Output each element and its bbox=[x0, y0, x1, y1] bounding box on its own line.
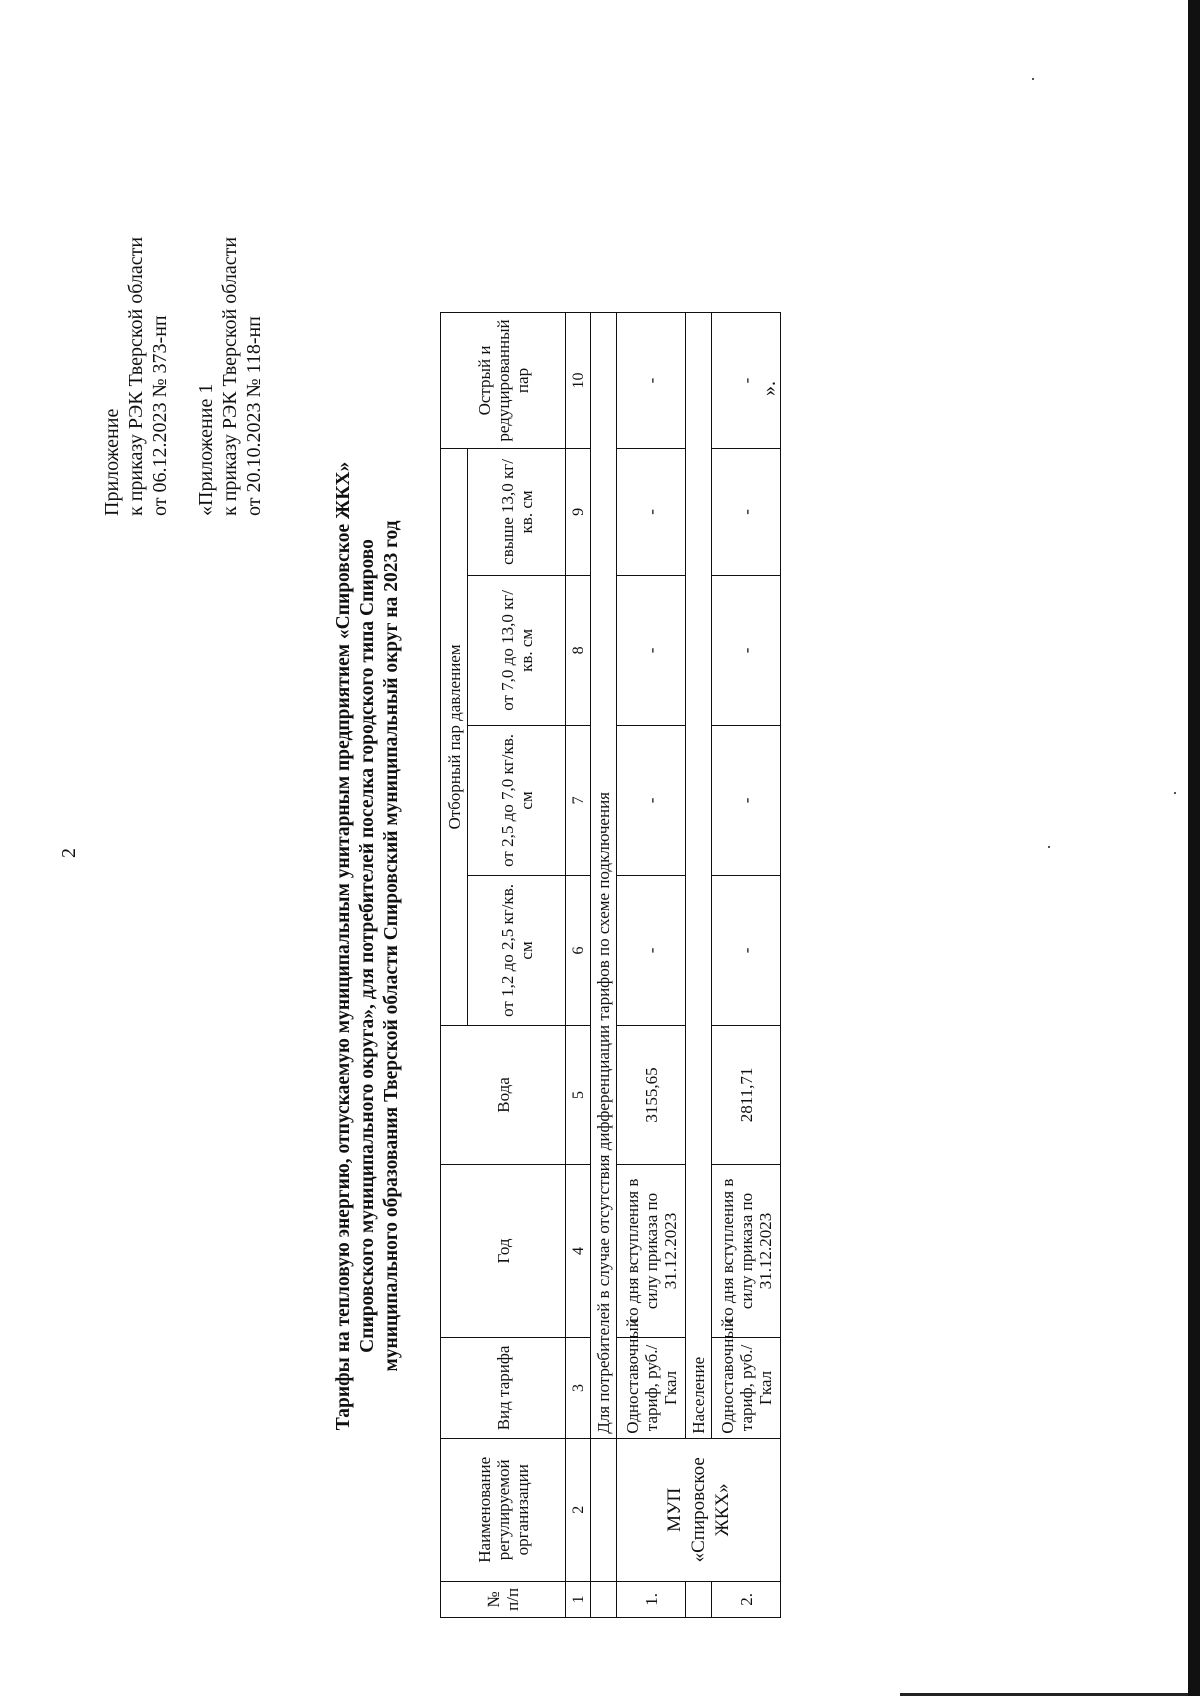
year-cell: со дня вступления в силу приказа по 31.12.2023 bbox=[712, 1164, 781, 1337]
header-pressure-4: свыше 13,0 кг/кв. см bbox=[468, 448, 566, 575]
title-line: Тарифы на тепловую энергию, отпускаемую муниципальным унитарным предприятием «Спировское ЖКХ» bbox=[333, 461, 354, 1431]
water-value: 2811,71 bbox=[712, 1025, 781, 1164]
header-org: Наименование регулируемой организации bbox=[441, 1438, 566, 1581]
header-pressure-2: от 2,5 до 7,0 кг/кв. см bbox=[468, 725, 566, 875]
appendix-line: Приложение bbox=[101, 408, 123, 516]
header-steam-group: Отборный пар давлением bbox=[441, 448, 468, 1025]
water-value: 3155,65 bbox=[617, 1025, 686, 1164]
header-tariff-type: Вид тарифа bbox=[441, 1338, 566, 1439]
pressure-value: - bbox=[712, 448, 781, 575]
column-number: 2 bbox=[566, 1438, 591, 1581]
title-line: муниципального образования Тверской области Спировский муниципальный округ на 2023 год bbox=[381, 520, 402, 1372]
column-number: 3 bbox=[566, 1338, 591, 1439]
document-title bbox=[332, 396, 404, 1496]
sharp-steam-value: - bbox=[617, 313, 686, 449]
org-name: МУП «Спировское ЖКХ» bbox=[617, 1438, 781, 1581]
header-water: Вода bbox=[441, 1025, 566, 1164]
column-numbers-row bbox=[566, 313, 591, 1618]
appendix-line: от 20.10.2023 № 118-нп bbox=[243, 316, 265, 516]
header-pressure-1: от 1,2 до 2,5 кг/кв. см bbox=[468, 875, 566, 1025]
section-label: Население bbox=[686, 313, 712, 1439]
pressure-value: - bbox=[712, 575, 781, 725]
pressure-value: - bbox=[617, 725, 686, 875]
row-number: 2. bbox=[712, 1581, 781, 1617]
column-number: 9 bbox=[566, 448, 591, 575]
appendix-line: «Приложение 1 bbox=[195, 383, 217, 516]
tariff-table bbox=[440, 312, 781, 1618]
header-sharp-steam: Острый и редуцированный пар bbox=[441, 313, 566, 449]
header-year: Год bbox=[441, 1164, 566, 1337]
pressure-value: - bbox=[712, 725, 781, 875]
pressure-value: - bbox=[617, 575, 686, 725]
appendix-line: к приказу РЭК Тверской области bbox=[219, 236, 241, 516]
table-row bbox=[712, 313, 781, 1618]
appendix-line: к приказу РЭК Тверской области bbox=[125, 236, 147, 516]
column-number: 4 bbox=[566, 1164, 591, 1337]
column-number: 7 bbox=[566, 725, 591, 875]
column-number: 5 bbox=[566, 1025, 591, 1164]
page-number: 2 bbox=[58, 848, 80, 858]
section-label: Для потребителей в случае отсутствия дифференциации тарифов по схеме подключения bbox=[591, 313, 617, 1439]
pressure-value: - bbox=[617, 448, 686, 575]
tariff-type-cell: Одноставочный тариф, руб./Гкал bbox=[712, 1338, 781, 1439]
section-row bbox=[686, 313, 712, 1618]
sharp-steam-value: - bbox=[712, 313, 781, 449]
appendix-line: от 06.12.2023 № 373-нп bbox=[149, 315, 171, 516]
header-num: № п/п bbox=[441, 1581, 566, 1617]
pressure-value: - bbox=[712, 875, 781, 1025]
closing-mark: ». bbox=[758, 381, 780, 396]
column-number: 8 bbox=[566, 575, 591, 725]
table-row bbox=[617, 313, 686, 1618]
tariff-type-cell: Одноставочный тариф, руб./Гкал bbox=[617, 1338, 686, 1439]
column-number: 1 bbox=[566, 1581, 591, 1617]
year-cell: со дня вступления в силу приказа по 31.12.2023 bbox=[617, 1164, 686, 1337]
row-number: 1. bbox=[617, 1581, 686, 1617]
column-number: 6 bbox=[566, 875, 591, 1025]
title-line: Спировского муниципального округа», для потребителей поселка городского типа Спирово bbox=[357, 539, 378, 1353]
appendix-block bbox=[100, 237, 266, 516]
header-pressure-3: от 7,0 до 13,0 кг/кв. см bbox=[468, 575, 566, 725]
section-row bbox=[591, 313, 617, 1618]
pressure-value: - bbox=[617, 875, 686, 1025]
column-number: 10 bbox=[566, 313, 591, 449]
